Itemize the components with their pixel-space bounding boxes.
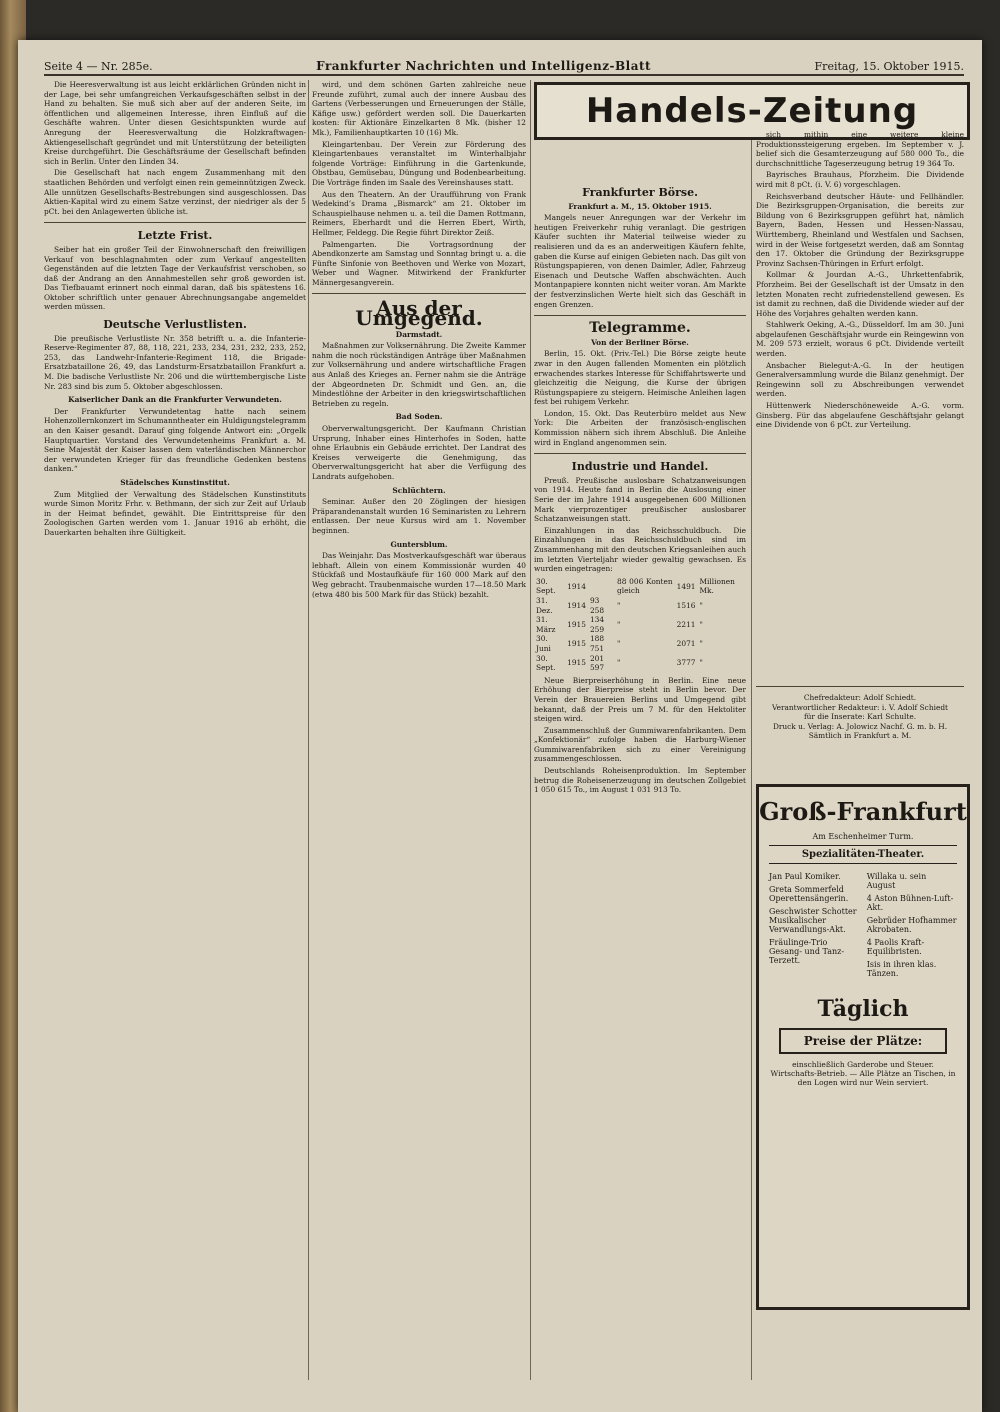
article-text: Kollmar & Jourdan A.-G., Uhrkettenfabrik, Pforzheim. Bei der Gesellschaft ist der Umsatz in den letzten Monaten recht zufriedenstellend gewesen. Es ist damit zu rechnen, daß die Dividende wieder auf der Höhe des Vorjahres gehalten werden kann. [756,270,964,318]
table-row [534,634,746,653]
imprint-line: für die Inserate: Karl Schulte. [803,712,917,722]
column-2 [312,80,526,1380]
column-1 [44,80,306,1380]
table-cell: " [617,639,621,649]
table-cell: 201 597 [589,653,605,673]
article-heading: Städelsches Kunstinstitut. [120,477,230,487]
program-item: Fräulinge-Trio Gesang- und Tanz-Terzett. [769,938,845,965]
section-heading: Deutsche Verlustlisten. [103,318,247,332]
program-item: Gebrüder Hofhammer Akrobaten. [866,916,957,934]
town-heading: Bad Soden. [395,412,443,422]
page-number: Seite 4 — Nr. 285e. [44,59,153,73]
article-text: Die preußische Verlustliste Nr. 358 betrifft u. a. die Infanterie-Reserve-Regimenter 87, 88, 118, 221, 233, 234, 231, 232, 233, 252, 253, das Landwehr-Infanterie-Regiment 118, die Brigade-Ersatzbataillone 26, 49, das Landsturm-Ersatzbataillon Frankfurt a. M. Die badische Verlustliste Nr. 206 und die württembergische Liste Nr. 283 sind bis zum 5. Oktober abgeschlossen. [44,333,306,391]
table-cell: 134 259 [589,615,605,634]
program-item: Isis in ihren klas. Tänzen. [866,960,937,978]
ad-program [759,868,967,986]
program-list-right [867,872,957,982]
column-divider [751,136,752,1380]
table-cell: 1915 [567,619,586,629]
ad-daily: Täglich [817,996,909,1022]
program-item: 4 Paolis Kraft-Equilibristen. [866,938,925,956]
town-heading: Darmstadt. [395,329,443,339]
article-heading: Kaiserlicher Dank an die Frankfurter Verwundeten. [68,395,282,405]
table-cell: " [699,619,703,629]
table-cell: " [699,639,703,649]
article-text: Neue Bierpreiserhöhung in Berlin. Eine neue Erhöhung der Bierpreise steht in Berlin bevor. Der Verein der Brauereien Berlins und Umgegend gibt bekannt, daß der Preis um 7 M. für den Hektoliter steigen wird. [534,675,746,724]
table-cell: 93 258 [589,595,605,615]
program-item: Greta Sommerfeld Operettensängerin. [769,885,849,903]
table-cell: " [617,658,621,668]
table-cell: 31. Dez. [536,595,553,615]
imprint-line: Druck u. Verlag: A. Jolowicz Nachf. G. m. b. H. [772,721,948,731]
sub-heading: Von der Berliner Börse. [591,337,689,347]
imprint-line: Verantwortlicher Redakteur: i. V. Adolf Schiedt [771,702,949,712]
reichsschuldbuch-table [534,577,746,673]
table-cell: 1516 [676,600,696,610]
article-text: Aus den Theatern. An der Uraufführung von Frank Wedekind’s Drama „Bismarck“ am 21. Oktober im Schauspielhause nehmen u. a. teil die Damen Rottmann, Reimers, Eberhardt und die Herren Ebert, Wirth, Hellmer, Feldegg. Die Regie führt Direktor Zeiß. [312,189,526,237]
issue-date: Freitag, 15. Oktober 1915. [814,59,964,73]
article-text: Stahlwerk Oeking, A.-G., Düsseldorf. Im am 30. Juni abgelaufenen Geschäftsjahr wurde ein Reingewinn von M. 209 573 erzielt, woraus 6 pCt. Dividende verteilt werden. [756,320,964,359]
article-text: Hüttenwerk Niederschöneweide A.-G. vorm. Ginsberg. Für das abgelaufene Geschäftsjahr gelangt eine Dividende von 6 pCt. zur Verteilung. [756,401,964,430]
article-text: Die Gesellschaft hat nach engem Zusammenhang mit den staatlichen Behörden und verfolgt einen rein gemeinnützigen Zweck. Alle unnützen Gesellschafts-Bestrebungen sind ausgeschlossen. Das Aktien-Kapital wird zu einem Satze verzinst, der niedriger als der 5 pCt. bei den Anlagewerten übliche ist. [44,168,306,216]
article-text: Kleingartenbau. Der Verein zur Förderung des Kleingartenbaues veranstaltet im Winterhalbjahr folgende Vorträge: Einführung in die Gartenkunde, Obstbau, Gemüsebau, Düngung und Bodenbearbeitung. Die Vorträge finden im Saale des Vereinshauses statt. [312,139,526,187]
section-heading: Telegramme. [589,320,691,337]
divider [44,222,306,223]
column-3 [534,180,746,1380]
ad-title: Groß-Frankfurt [759,797,967,826]
article-text: Bayrisches Brauhaus, Pforzheim. Die Dividende wird mit 8 pCt. (i. V. 6) vorgeschlagen. [756,170,964,189]
program-item: Jan Paul Komiker. [769,872,841,881]
article-text: sich mithin eine weitere kleine Produktionssteigerung ergeben. Im September v. J. belief sich die Gesamterzeugung auf 580 000 To., die durchschnittliche Tageserzeugung betrug 19 364 To. [756,130,964,168]
divider [312,293,526,294]
article-text: wird, und dem schönen Garten zahlreiche neue Freunde zuführt, zumal auch der innere Ausbau des Gartens (Verbesserungen und Erneuerungen der Ställe, Käfige usw.) gefördert werden soll. Die Dauerkarten kosten: für Aktionäre Einzelkarten 8 Mk. (bisher 12 Mk.), Familienhauptkarten 10 (16) Mk. [312,80,526,137]
program-item: 4 Aston Bühnen-Luft-Akt. [866,894,954,912]
divider [534,453,746,454]
table-cell: 2211 [676,619,696,629]
town-heading: Schlüchtern. [392,485,446,495]
divider [534,315,746,316]
town-heading: Guntersblum. [390,539,448,549]
table-cell: 30. Sept. [536,653,556,673]
theater-advertisement [756,784,970,1310]
program-list-left [769,872,859,982]
ad-footer: einschließlich Garderobe und Steuer. Wirtschafts-Betrieb. — Alle Plätze an Tischen, in den Logen wird nur Wein serviert. [770,1060,956,1087]
table-cell: 88 006 Konten gleich [617,576,673,596]
divider [756,686,964,687]
article-text: Oberverwaltungsgericht. Der Kaufmann Christian Ursprung, Inhaber eines Hinterhofes in Soden, hatte ohne Erlaubnis ein Gebäude errichtet. Der Landrat des Kreises verweigerte die Genehmigung, das Oberverwaltungsgericht hat aber die Verfügung des Landrats aufgehoben. [312,424,526,481]
article-text: Deutschlands Roheisenproduktion. Im September betrug die Roheisenerzeugung im deutschen Zollgebiet 1 050 615 To., im August 1 031 913 To. [534,766,746,795]
page-header [44,56,964,76]
table-cell: 30. Sept. [536,576,556,596]
table-row [534,577,746,596]
table-cell: " [699,600,703,610]
article-text: Ansbacher Bielegut-A.-G. In der heutigen Generalversammlung wurde die Bilanz genehmigt. Der Reingewinn soll zu Abschreibungen verwendet werden. [756,360,964,399]
header-rule [44,74,964,76]
table-cell: 1491 [676,581,696,591]
table-cell: 1915 [567,639,586,649]
article-text: Zusammenschluß der Gummiwarenfabrikanten. Dem „Konfektionär“ zufolge haben die Harburg-Wiener Gummiwarenfabriken sich zu einer Vereinigung zusammengeschlossen. [534,725,746,764]
program-item: Geschwister Schotter Musikalischer Verwandlungs-Akt. [769,907,857,934]
table-cell: 1914 [567,581,586,591]
masthead-title: Handels-Zeitung [585,91,919,131]
imprint [756,680,964,741]
table-cell: Millionen Mk. [699,576,735,596]
ad-location: Am Eschenheimer Turm. [812,832,914,841]
article-text: Reichsverband deutscher Häute- und Fellhändler. Die Bezirksgruppen-Organisation, die bereits zur Bildung von 6 Bezirksgruppen geführt hat, nämlich Bayern, Baden, Hessen und Hessen-Nassau, Württemberg, Rheinland und Westfalen und Sachsen, wird in der Weise fortgesetzt werden, daß am Sonntag den 17. Oktober die Gründung der Bezirksgruppe Provinz Sachsen-Thüringen in Erfurt erfolgt. [756,191,964,268]
table-cell: 3777 [676,658,696,668]
article-text: Das Weinjahr. Das Mostverkaufsgeschäft war überaus lebhaft. Allein von einem Kommissionär wurden 40 Stückfaß und Mostaufkäufe für 160 000 Mark auf den Weg gebracht. Traubenmaische wurden 17—18.50 Mark (etwa 480 bis 500 Mark für das Stück) bezahlt. [312,551,526,599]
section-heading: Letzte Frist. [137,229,213,243]
program-item: Willaka u. sein August [866,872,927,890]
section-heading: Industrie und Handel. [571,460,709,474]
table-cell: " [617,619,621,629]
table-cell: 1914 [567,600,586,610]
table-cell: 1915 [567,658,586,668]
article-text: London, 15. Okt. Das Reuterbüro meldet aus New York: Die Arbeiten der französisch-englischen Kommission nähern sich ihrem Abschluß. Die Anleihe wird in England angenommen sein. [534,408,746,447]
column-4 [756,130,964,690]
article-text: Seiber hat ein großer Teil der Einwohnerschaft den freiwilligen Verkauf von beschlagnahmten oder zum Verkauf angestellten Gegenständen auf die letzten Tage der Verkaufsfrist verschoben, so daß der Andrang an den Annahmestellen sehr groß geworden ist. Das Tiefbauamt erinnert noch einmal daran, daß bis spätestens 16. Oktober schriftlich unter genauer Abrechnungsangabe angemeldet werden müssen. [44,244,306,312]
table-row [534,615,746,634]
article-text: Der Frankfurter Verwundetentag hatte nach seinem Hohenzollernkonzert im Schumanntheater ein Huldigungstelegramm an den Kaiser gesandt. Darauf ging folgende Antwort ein: „Orgelk Hauptquartier. Vorstand des Verwundetenheims Frankfurt a. M. Seine Majestät der Kaiser lassen dem vaterländischen Männerchor der verwundeten Krieger für das freundliche Gedenken bestens danken.“ [44,406,306,474]
table-cell: " [617,600,621,610]
table-cell: 188 751 [589,634,605,653]
article-text: Berlin, 15. Okt. (Priv.-Tel.) Die Börse zeigte heute zwar in den Augen fallenden Momenten ein plötzlich erwachendes starkes Interesse für Schiffahrtswerte und gleichzeitig die Neigung, die Kurse der übrigen Rüstungspapiere zu steigern. Heimische Anleihen lagen fest bei ruhigem Verkehr. [534,349,746,407]
article-text: Mangels neuer Anregungen war der Verkehr im heutigen Freiverkehr ruhig veranlagt. Die gestrigen Käufer suchten ihr Material teilweise wieder zu realisieren und da es an anderweitigen Käufern fehlte, gaben die Kurse auf einigen Gebieten nach. Das gilt von Rüstungspapieren, von denen Daimler, Adler, Fahrzeug Eisenach und Deutsche Waffen abschwächten. Auch Montanpapiere konnten nicht weiter voran. Am Markte der festverzinslichen Werte hielt sich das Geschäft in engen Grenzen. [534,213,746,309]
table-row [534,596,746,615]
imprint-line: Chefredakteur: Adolf Schiedt. [803,693,917,702]
ad-theater-name: Spezialitäten-Theater. [769,845,957,864]
table-cell: 31. März [536,615,556,634]
table-row [534,654,746,673]
ad-prices: Preise der Plätze: [779,1028,947,1054]
article-text: Zum Mitglied der Verwaltung des Städelschen Kunstinstituts wurde Simon Moritz Frhr. v. Bethmann, der sich zur Zeit auf Urlaub in der Heimat befindet, gewählt. Die Eintrittspreise für den Zoologischen Garten werden vom 1. Januar 1916 ab erhöht, die Dauerkarten behalten ihre Gültigkeit. [44,489,306,537]
column-divider [530,80,531,1380]
table-cell [588,577,615,596]
article-text: Einzahlungen in das Reichsschuldbuch. Die Einzahlungen in das Reichsschuldbuch sind im Zusammenhang mit den deutschen Kriegsanleihen auch im letzten Vierteljahr wieder gewaltig gewachsen. Es wurden eingetragen: [534,525,746,574]
article-text: Seminar. Außer den 20 Zöglingen der hiesigen Präparandenanstalt wurden 16 Seminaristen zu Lehrern entlassen. Der neue Kursus wird am 1. November beginnen. [312,497,526,535]
dateline: Frankfurt a. M., 15. Oktober 1915. [568,201,712,211]
column-divider [308,80,309,1380]
table-cell: " [699,658,703,668]
article-text: Preuß. Preußische auslosbare Schatzanweisungen von 1914. Heute fand in Berlin die Auslosung einer Serie der im Jahre 1914 ausgegebenen 600 Millionen Mark vierprozentiger preußischer auslosbarer Schatzanweisungen statt. [534,475,746,524]
newspaper-title: Frankfurter Nachrichten und Intelligenz-Blatt [316,59,652,73]
imprint-line: Sämtlich in Frankfurt a. M. [808,731,912,741]
article-text: Die Heeresverwaltung ist aus leicht erklärlichen Gründen nicht in der Lage, bei sehr umfangreichen Verkaufsgeschäften selbst in der Hand zu behalten. Sie muß sich aber auf der anderen Seite, im öffentlichen und allgemeinen Interesse, ihren Einfluß auf die Geschäfte wahren. Unter diesen Gesichtspunkten wurde auf Anregung der Heeresverwaltung die Holzkraftwagen-Aktiengesellschaft gegründet und mit Unterstützung der beteiligten Kreise durchgeführt. Die Geschäftsräume der Gesellschaft befinden sich in Berlin. Unter den Linden 34. [44,80,306,166]
table-cell: 2071 [676,639,696,649]
section-title: Aus der Umgegend. [355,296,483,331]
article-text: Palmengarten. Die Vortragsordnung der Abendkonzerte am Samstag und Sonntag bringt u. a. die Fünfte Sinfonie von Beethoven und Werke von Mozart, Weber und Wagner. Mitwirkend der Frankfurter Männergesangverein. [312,239,526,287]
table-cell: 30. Juni [536,634,551,653]
section-heading: Frankfurter Börse. [582,186,698,199]
article-text: Maßnahmen zur Volksernährung. Die Zweite Kammer nahm die noch rückständigen Anträge über Maßnahmen zur Volksernährung und andere wirtschaftliche Fragen aus Anlaß des Krieges an. Ferner nahm sie die Anträge der Abgeordneten Dr. Schmidt und Gen. an, die Mindestlöhne der Arbeiter in den kriegswirtschaftlichen Betrieben zu regeln. [312,341,526,408]
